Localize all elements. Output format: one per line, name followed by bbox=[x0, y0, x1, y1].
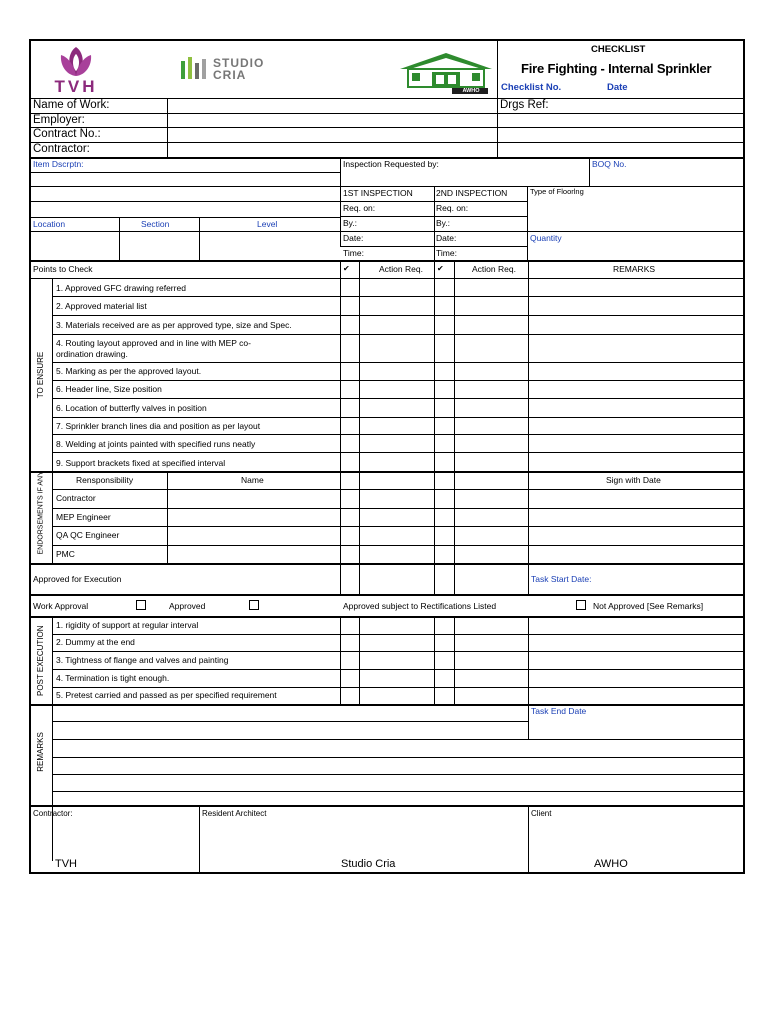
check-item-6: 6. Header line, Size position bbox=[56, 384, 162, 394]
post-execution-label: POST EXECUTION bbox=[36, 625, 45, 696]
first-date-label: Date: bbox=[343, 233, 364, 243]
first-action-req-header: Action Req. bbox=[379, 264, 423, 274]
contractor-sign-label: Contractor: bbox=[33, 809, 73, 818]
first-by-label: By.: bbox=[343, 218, 358, 228]
tvh-logo bbox=[41, 43, 111, 97]
to-ensure-label: TO ENSURE bbox=[36, 351, 45, 399]
studio-cria-text: STUDIO CRIA bbox=[213, 56, 265, 82]
client-label: Client bbox=[531, 809, 552, 818]
not-approved-label: Not Approved [See Remarks] bbox=[593, 601, 704, 611]
contractor-label: Contractor: bbox=[33, 143, 90, 155]
role-mep-engineer: MEP Engineer bbox=[56, 512, 111, 522]
role-qa-qc-engineer: QA QC Engineer bbox=[56, 530, 120, 540]
level-label: Level bbox=[257, 219, 278, 229]
second-req-on-label: Req. on: bbox=[436, 203, 469, 213]
first-inspection-header: 1ST INSPECTION bbox=[343, 188, 413, 198]
checklist-form bbox=[29, 39, 745, 874]
check-item-9: 8. Welding at joints painted with specified runs neatly bbox=[56, 439, 256, 449]
task-end-date-label: Task End Date bbox=[531, 706, 587, 716]
location-label: Location bbox=[33, 219, 66, 229]
remarks-header: REMARKS bbox=[613, 264, 656, 274]
contract-no-field[interactable] bbox=[168, 128, 496, 141]
client-sign-value: AWHO bbox=[594, 858, 628, 870]
first-tick-header: ✔ bbox=[343, 264, 350, 273]
item-description-label: Item Dscrptn: bbox=[33, 159, 84, 169]
awho-logo-text: AWHO bbox=[462, 88, 480, 94]
check-item-4: 4. Routing layout approved and in line with MEP co-ordination drawing. bbox=[56, 338, 251, 359]
post-item-4: 4. Termination is tight enough. bbox=[56, 673, 170, 683]
task-start-date-label: Task Start Date: bbox=[531, 574, 592, 584]
checklist-no-label: Checklist No. bbox=[501, 82, 562, 93]
section-label: Section bbox=[141, 219, 170, 229]
post-item-1: 1. rigidity of support at regular interval bbox=[56, 620, 199, 630]
post-item-5: 5. Pretest carried and passed as per specified requirement bbox=[56, 690, 277, 700]
tvh-logo-text: TVH bbox=[54, 77, 98, 96]
studio-cria-logo bbox=[179, 51, 304, 91]
employer-label: Employer: bbox=[33, 114, 85, 126]
endorsements-label: ENDORSEMENTS IF ANY bbox=[37, 471, 45, 555]
page-title: Fire Fighting - Internal Sprinkler bbox=[521, 61, 712, 76]
name-header: Name bbox=[241, 475, 264, 485]
approved-subject-checkbox[interactable] bbox=[576, 600, 586, 610]
responsibility-header: Rensponsibility bbox=[76, 475, 134, 485]
check-item-2: 2. Approved material list bbox=[56, 301, 147, 311]
second-action-req-header: Action Req. bbox=[472, 264, 516, 274]
check-item-1: 1. Approved GFC drawing referred bbox=[56, 283, 186, 293]
check-item-5: 5. Marking as per the approved layout. bbox=[56, 366, 202, 376]
contract-no-label: Contract No.: bbox=[33, 128, 101, 140]
post-item-3: 3. Tightness of flange and valves and painting bbox=[56, 655, 229, 665]
architect-sign-value: Studio Cria bbox=[341, 858, 396, 870]
name-of-work-field[interactable] bbox=[168, 99, 496, 112]
check-item-3: 3. Materials received are as per approved type, size and Spec. bbox=[56, 320, 292, 330]
approved-label: Approved bbox=[169, 601, 206, 611]
checklist-label: CHECKLIST bbox=[591, 44, 646, 55]
approved-for-execution-label: Approved for Execution bbox=[33, 574, 122, 584]
type-of-flooring-label: Type of Floorlng bbox=[530, 187, 584, 196]
lotus-icon bbox=[41, 43, 111, 79]
studio-bars-icon bbox=[179, 55, 213, 81]
date-label: Date bbox=[607, 82, 628, 93]
approved-checkbox[interactable] bbox=[249, 600, 259, 610]
check-item-7: 6. Location of butterfly valves in position bbox=[56, 403, 207, 413]
sign-with-date-header: Sign with Date bbox=[606, 475, 661, 485]
second-by-label: By.: bbox=[436, 218, 451, 228]
second-tick-header: ✔ bbox=[437, 264, 444, 273]
work-approval-checkbox[interactable] bbox=[136, 600, 146, 610]
name-of-work-label: Name of Work: bbox=[33, 99, 110, 111]
second-inspection-header: 2ND INSPECTION bbox=[436, 188, 508, 198]
check-item-8: 7. Sprinkler branch lines dia and position as per layout bbox=[56, 421, 261, 431]
role-contractor: Contractor bbox=[56, 493, 96, 503]
drgs-ref-label: Drgs Ref: bbox=[500, 99, 549, 111]
role-pmc: PMC bbox=[56, 549, 75, 559]
awho-logo bbox=[396, 49, 496, 95]
approved-subject-label: Approved subject to Rectifications Listed bbox=[343, 601, 497, 611]
resident-architect-label: Resident Architect bbox=[202, 809, 267, 818]
boq-no-label: BOQ No. bbox=[592, 159, 627, 169]
contractor-sign-value: TVH bbox=[55, 858, 77, 870]
second-time-label: Time: bbox=[436, 248, 457, 258]
post-item-2: 2. Dummy at the end bbox=[56, 637, 135, 647]
employer-field[interactable] bbox=[168, 114, 496, 126]
second-date-label: Date: bbox=[436, 233, 457, 243]
remarks-group-label: REMARKS bbox=[36, 732, 45, 772]
first-time-label: Time: bbox=[343, 248, 364, 258]
first-req-on-label: Req. on: bbox=[343, 203, 376, 213]
points-to-check-header: Points to Check bbox=[33, 264, 93, 274]
check-item-10: 9. Support brackets fixed at specified interval bbox=[56, 458, 226, 468]
quantity-label: Quantity bbox=[530, 233, 562, 243]
work-approval-label: Work Approval bbox=[33, 601, 89, 611]
inspection-requested-by-label: Inspection Requested by: bbox=[343, 159, 439, 169]
contractor-field[interactable] bbox=[168, 143, 496, 156]
